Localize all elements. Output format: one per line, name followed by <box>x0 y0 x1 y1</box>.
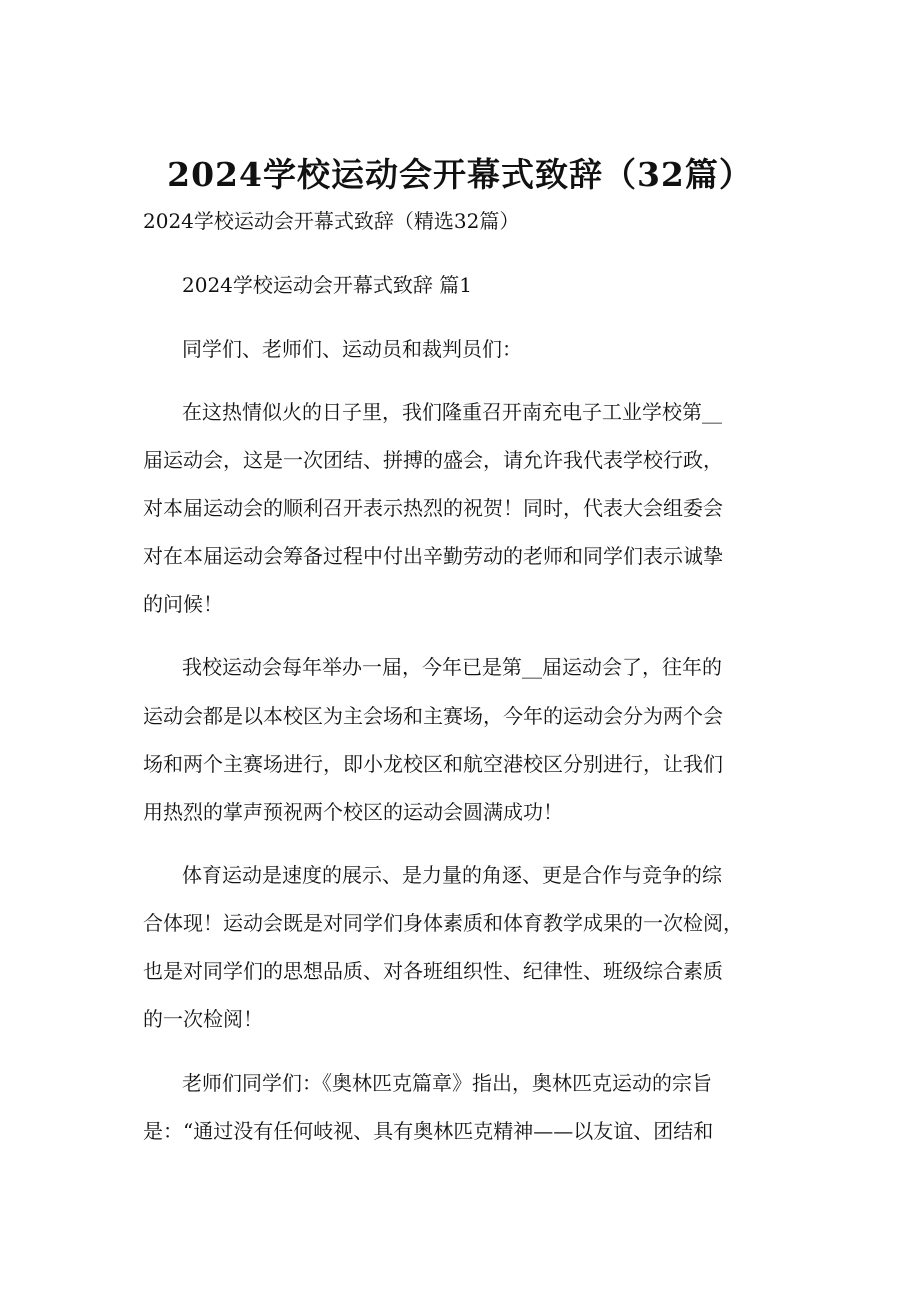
paragraph-line: 在这热情似火的日子里，我们隆重召开南充电子工业学校第__ <box>182 400 722 424</box>
paragraph-line: 对在本届运动会筹备过程中付出辛勤劳动的老师和同学们表示诚挚 <box>143 544 723 568</box>
paragraph-line: 合体现！运动会既是对同学们身体素质和体育教学成果的一次检阅， <box>143 911 743 935</box>
greeting: 同学们、老师们、运动员和裁判员们： <box>182 337 522 361</box>
paragraph-line: 体育运动是速度的展示、是力量的角逐、更是合作与竞争的综 <box>182 863 722 887</box>
paragraph-line: 届运动会，这是一次团结、拼搏的盛会，请允许我代表学校行政， <box>143 448 723 472</box>
paragraph-line: 我校运动会每年举办一届，今年已是第__届运动会了，往年的 <box>182 655 722 679</box>
section-heading: 2024学校运动会开幕式致辞 篇1 <box>182 273 472 297</box>
paragraph-line: 是：“通过没有任何岐视、具有奥林匹克精神——以友谊、团结和 <box>143 1119 714 1143</box>
paragraph-line: 场和两个主赛场进行，即小龙校区和航空港校区分别进行，让我们 <box>143 752 723 776</box>
paragraph-line: 老师们同学们：《奥林匹克篇章》指出，奥林匹克运动的宗旨 <box>182 1071 712 1095</box>
paragraph-line: 对本届运动会的顺利召开表示热烈的祝贺！同时，代表大会组委会 <box>143 496 723 520</box>
paragraph-line: 用热烈的掌声预祝两个校区的运动会圆满成功！ <box>143 800 563 824</box>
paragraph-line: 的问候！ <box>143 592 223 616</box>
paragraph-line: 也是对同学们的思想品质、对各班组织性、纪律性、班级综合素质 <box>143 959 723 983</box>
page-title: 2024学校运动会开幕式致辞（32篇） <box>167 155 753 194</box>
paragraph-line: 的一次检阅！ <box>143 1007 263 1031</box>
paragraph-line: 运动会都是以本校区为主会场和主赛场，今年的运动会分为两个会 <box>143 704 723 728</box>
subtitle: 2024学校运动会开幕式致辞（精选32篇） <box>143 209 520 233</box>
